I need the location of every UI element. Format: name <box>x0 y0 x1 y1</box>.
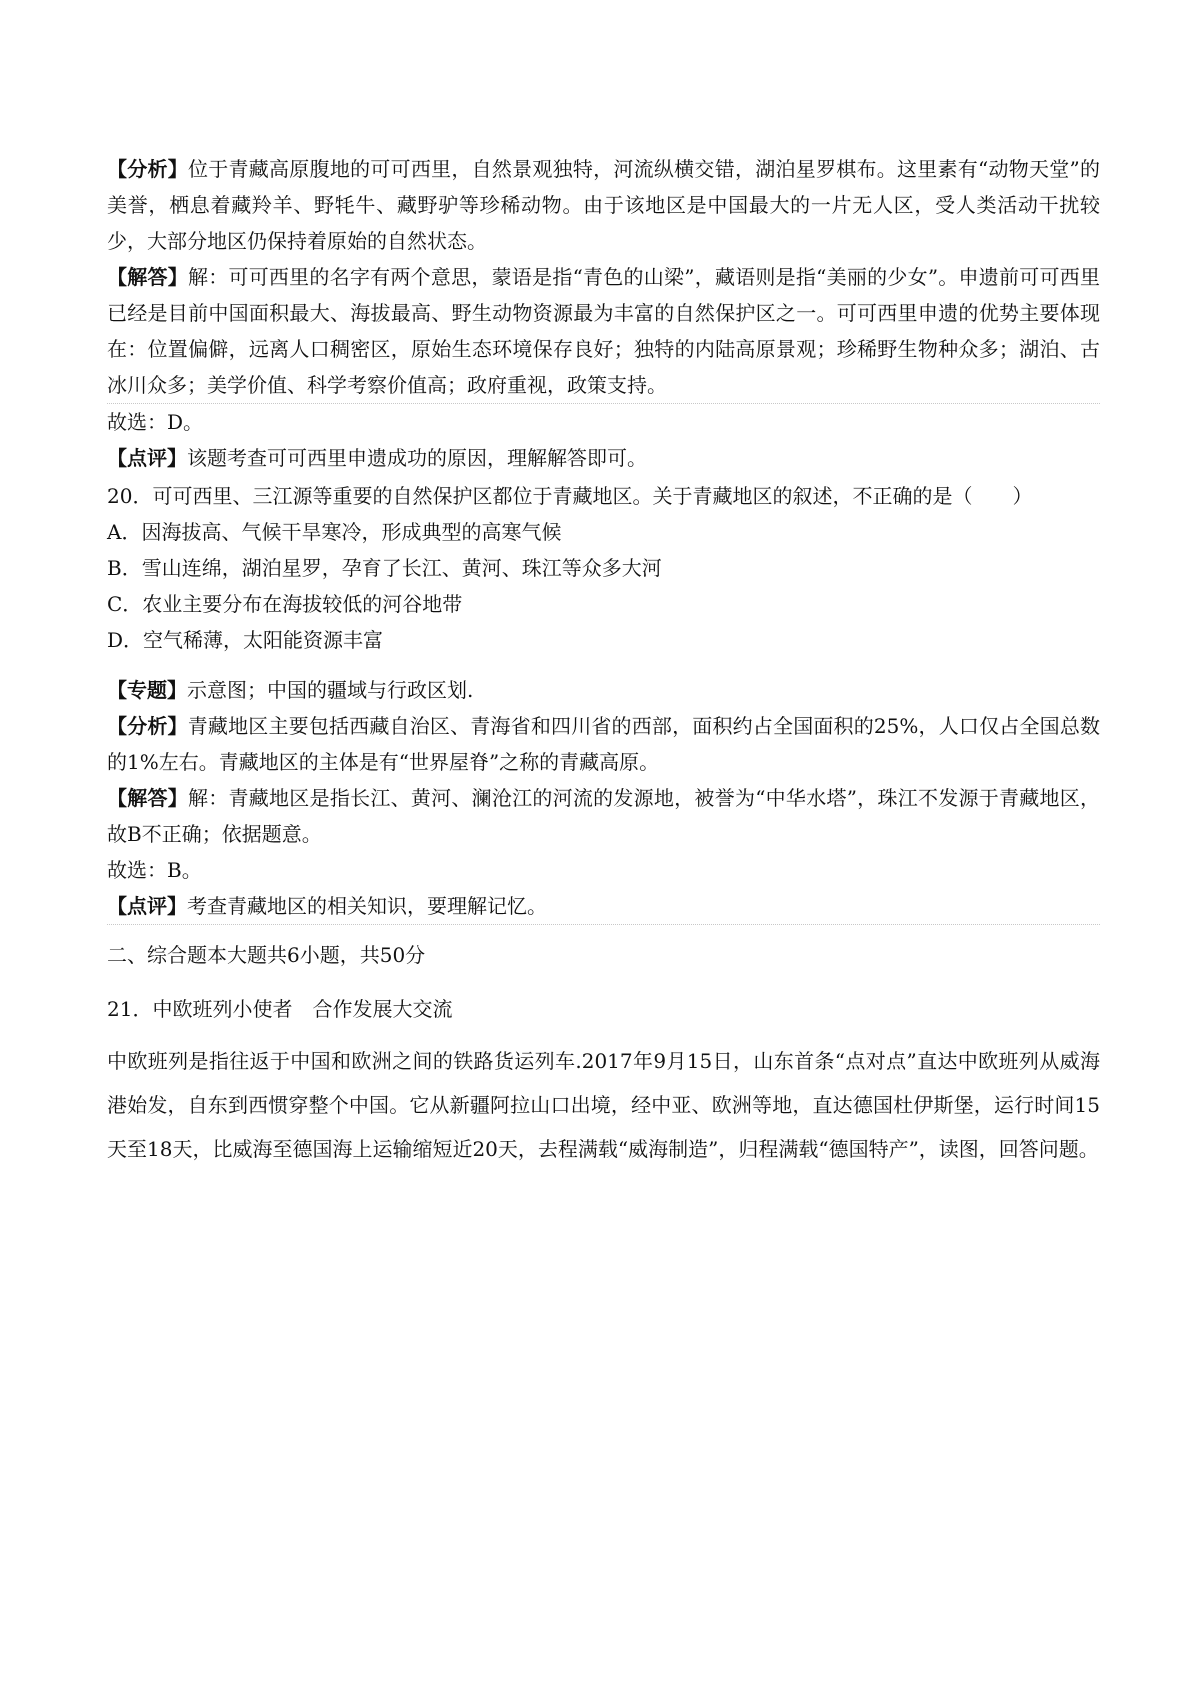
q20-answer <box>107 780 1100 852</box>
q20-question: 20．可可西里、三江源等重要的自然保护区都位于青藏地区。关于青藏地区的叙述，不正确的是（ ） <box>107 484 1033 508</box>
comment-tag: 【点评】 <box>107 446 187 470</box>
q20-analysis <box>107 708 1100 780</box>
analysis-text: 青藏地区主要包括西藏自治区、青海省和四川省的西部，面积约占全国面积的25%，人口仅占全国总数的1%左右。青藏地区的主体是有“世界屋脊”之称的青藏高原。 <box>107 714 1101 774</box>
q21-body: 中欧班列是指往返于中国和欧洲之间的铁路货运列车.2017年9月15日，山东首条“点对点”直达中欧班列从威海港始发，自东到西惯穿整个中国。它从新疆阿拉山口出境，经中亚、欧洲等地，直达德国杜伊斯堡，运行时间15天至18天，比威海至德国海上运输缩短近20天，去程满载“威海制造”，归程满载“德国特产”，读图，回答问题。 <box>107 1049 1100 1161</box>
comment-tag: 【点评】 <box>107 894 187 918</box>
q20-option-c: C．农业主要分布在海拔较低的河谷地带 <box>107 592 463 616</box>
answer-tag: 【解答】 <box>107 786 189 810</box>
q20-comment <box>107 888 1100 925</box>
q19-comment <box>107 440 1100 476</box>
topic-text: 示意图；中国的疆域与行政区划. <box>187 678 474 702</box>
document-content <box>107 151 1100 1171</box>
answer-text: 解：青藏地区是指长江、黄河、澜沧江的河流的发源地，被誉为“中华水塔”，珠江不发源于青藏地区，故B不正确；依据题意。 <box>107 786 1101 846</box>
q19-choice: 故选：D。 <box>107 410 204 434</box>
q20-topic <box>107 672 1100 708</box>
q20-option-a: A．因海拔高、气候干旱寒冷，形成典型的高寒气候 <box>107 520 562 544</box>
answer-tag: 【解答】 <box>107 265 188 289</box>
comment-text: 该题考查可可西里申遗成功的原因，理解解答即可。 <box>187 446 647 470</box>
analysis-tag: 【分析】 <box>107 157 189 181</box>
q20-choice: 故选：B。 <box>107 858 202 882</box>
comment-text: 考查青藏地区的相关知识，要理解记忆。 <box>187 894 547 918</box>
q20-option-d: D．空气稀薄，太阳能资源丰富 <box>107 628 384 652</box>
answer-text: 解：可可西里的名字有两个意思，蒙语是指“青色的山梁”，藏语则是指“美丽的少女”。申遗前可可西里已经是目前中国面积最大、海拔最高、野生动物资源最为丰富的自然保护区之一。可可西里申遗的优势主要体现在：位置偏僻，远离人口稠密区，原始生态环境保存良好；独特的内陆高原景观；珍稀野生物种众多；湖泊、古冰川众多；美学价值、科学考察价值高；政府重视，政策支持。 <box>107 265 1100 397</box>
analysis-text: 位于青藏高原腹地的可可西里，自然景观独特，河流纵横交错，湖泊星罗棋布。这里素有“动物天堂”的美誉，栖息着藏羚羊、野牦牛、藏野驴等珍稀动物。由于该地区是中国最大的一片无人区，受人类活动干扰较少，大部分地区仍保持着原始的自然状态。 <box>107 157 1101 253</box>
q21-title: 21．中欧班列小使者 合作发展大交流 <box>107 997 453 1021</box>
q20-option-b: B．雪山连绵，湖泊星罗，孕育了长江、黄河、珠江等众多大河 <box>107 556 662 580</box>
analysis-tag: 【分析】 <box>107 714 188 738</box>
section-heading: 二、综合题本大题共6小题，共50分 <box>107 943 426 967</box>
topic-tag: 【专题】 <box>107 678 187 702</box>
q19-answer <box>107 259 1100 404</box>
q19-analysis <box>107 151 1100 259</box>
